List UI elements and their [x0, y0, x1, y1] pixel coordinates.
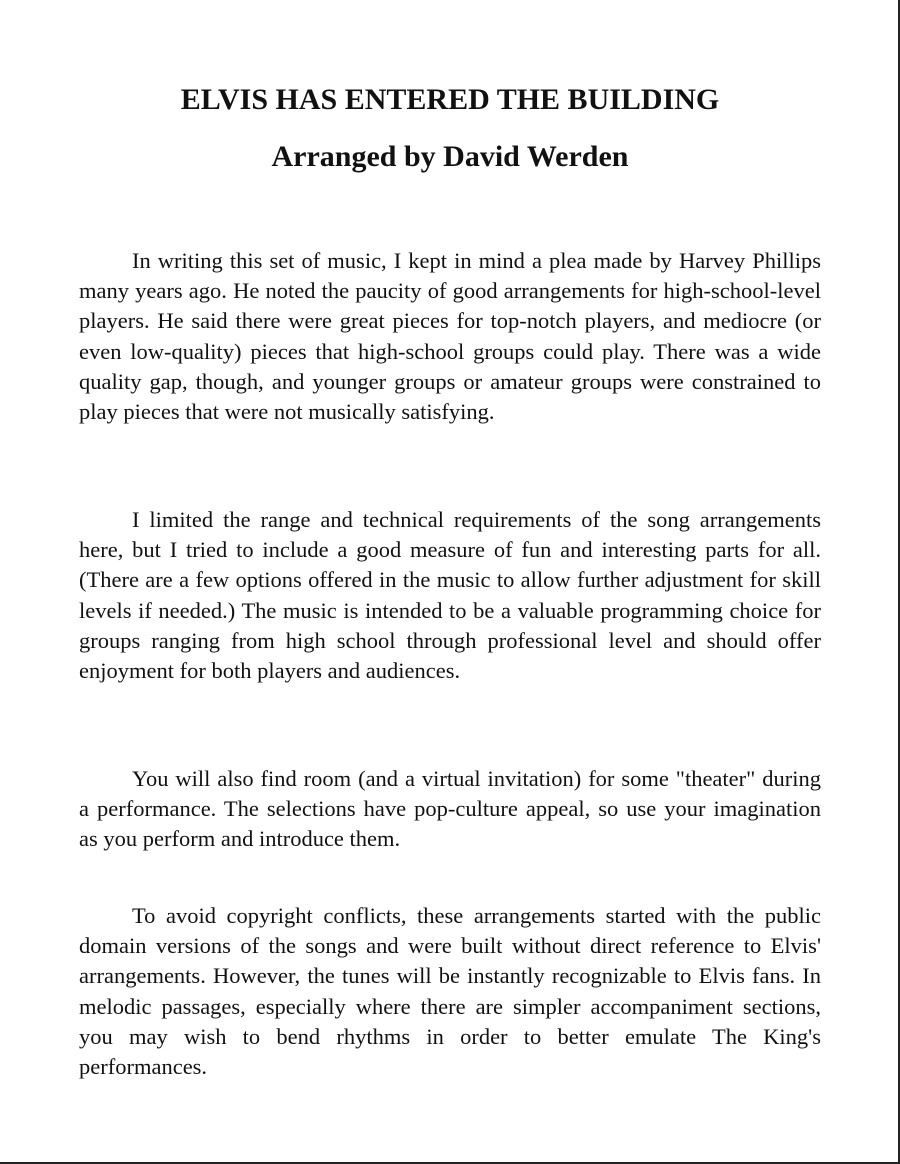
arranger-credit: Arranged by David Werden [271, 140, 629, 173]
paragraph-intro: In writing this set of music, I kept in mind a plea made by Harvey Phillips many years ago. He noted the paucity of good arrangements for high-school-level players. He said there were great pieces for top-notch players, and mediocre (or even low-quality) pieces that high-school groups could play. There was a wide quality gap, though, and younger groups or amateur groups were constrained to play pieces that were not musically satisfying. [79, 248, 821, 425]
page-title: ELVIS HAS ENTERED THE BUILDING [180, 83, 720, 116]
paragraph-range: I limited the range and technical requirements of the song arrangements here, but I tried to include a good measure of fun and interesting parts for all. (There are a few options offered in the music to allow further adjustment for skill levels if needed.) The music is intended to be a valuable programming choice for groups ranging from high school through professional level and should offer enjoyment for both players and audiences. [79, 507, 821, 684]
paragraph-copyright: To avoid copyright conflicts, these arrangements started with the public domain versions of the songs and were built without direct reference to Elvis' arrangements. However, the tunes will be instantly recognizable to Elvis fans. In melodic passages, especially where there are simpler accompaniment sections, you may wish to bend rhythms in order to better emulate The King's performances. [79, 903, 821, 1080]
paragraph-theater: You will also find room (and a virtual invitation) for some "theater" during a performance. The selections have pop-culture appeal, so use your imagination as you perform and introduce them. [79, 766, 821, 852]
